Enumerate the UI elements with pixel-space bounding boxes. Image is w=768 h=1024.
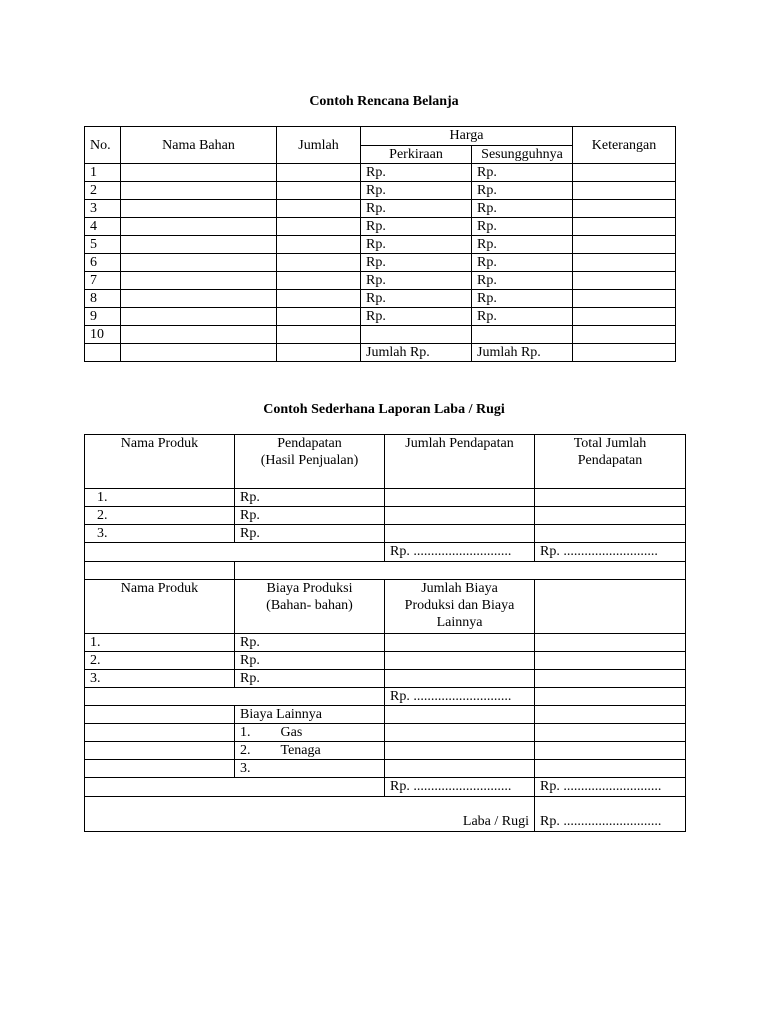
keterangan-cell — [573, 290, 676, 308]
table-row — [85, 290, 676, 308]
jumlah-cell — [277, 254, 361, 272]
jumlah-cell — [277, 290, 361, 308]
header-keterangan: Keterangan — [573, 127, 676, 164]
sec1-row-no: 3. — [85, 525, 235, 543]
table-cell — [85, 706, 235, 724]
laba-rugi-row — [85, 797, 686, 832]
table-cell — [385, 634, 535, 652]
table-cell — [85, 742, 235, 760]
sec1-sum-row — [85, 543, 686, 562]
sec1-row-no: 1. — [85, 489, 235, 507]
total-sesungguhnya: Jumlah Rp. — [472, 344, 573, 362]
header-jumlah-biaya: Jumlah Biaya Produksi dan Biaya Lainnya — [385, 580, 535, 634]
sesungguhnya-cell: Rp. — [472, 164, 573, 182]
header-total-line1: Total Jumlah — [573, 436, 647, 451]
table-row — [85, 724, 686, 742]
sesungguhnya-cell: Rp. — [472, 272, 573, 290]
table-cell — [85, 760, 235, 778]
sec2-sum-jumlah-2: Rp. ............................ — [385, 778, 535, 797]
header-perkiraan: Perkiraan — [361, 146, 472, 164]
perkiraan-cell: Rp. — [361, 272, 472, 290]
sesungguhnya-cell: Rp. — [472, 254, 573, 272]
header-harga: Harga — [361, 127, 573, 146]
table-cell — [385, 670, 535, 688]
header-jumlah: Jumlah — [277, 127, 361, 164]
table-cell — [385, 507, 535, 525]
perkiraan-cell — [361, 326, 472, 344]
keterangan-cell — [573, 308, 676, 326]
header-sesungguhnya: Sesungguhnya — [472, 146, 573, 164]
table-row — [85, 326, 676, 344]
biaya-lainnya-label: Biaya Lainnya — [235, 706, 385, 724]
rencana-total-row — [85, 344, 676, 362]
sesungguhnya-cell: Rp. — [472, 182, 573, 200]
sec1-sum-jumlah: Rp. ............................ — [385, 543, 535, 562]
row-no: 10 — [85, 326, 121, 344]
jumlah-cell — [277, 308, 361, 326]
sec2-row-rp: Rp. — [235, 652, 385, 670]
lainnya-item — [235, 742, 385, 760]
perkiraan-cell: Rp. — [361, 290, 472, 308]
row-no: 9 — [85, 308, 121, 326]
table-cell — [535, 634, 686, 652]
perkiraan-cell: Rp. — [361, 308, 472, 326]
table-row — [85, 236, 676, 254]
sec1-row-rp: Rp. — [235, 525, 385, 543]
table-row — [85, 760, 686, 778]
row-no: 4 — [85, 218, 121, 236]
header-nama-produk: Nama Produk — [85, 435, 235, 489]
sec2-sum-row-2 — [85, 778, 686, 797]
jumlah-cell — [277, 326, 361, 344]
table-row — [85, 218, 676, 236]
sec1-row-no: 2. — [85, 507, 235, 525]
nama-bahan-cell — [121, 290, 277, 308]
perkiraan-cell: Rp. — [361, 164, 472, 182]
table-cell — [535, 760, 686, 778]
table-cell — [85, 344, 121, 362]
table-cell — [535, 489, 686, 507]
lainnya-item-no: 3. — [240, 761, 251, 776]
nama-bahan-cell — [121, 272, 277, 290]
table-cell — [385, 652, 535, 670]
keterangan-cell — [573, 236, 676, 254]
table-cell — [385, 525, 535, 543]
keterangan-cell — [573, 164, 676, 182]
table-row — [85, 200, 676, 218]
perkiraan-cell: Rp. — [361, 254, 472, 272]
sesungguhnya-cell: Rp. — [472, 290, 573, 308]
sesungguhnya-cell: Rp. — [472, 218, 573, 236]
row-no: 7 — [85, 272, 121, 290]
table-cell — [85, 778, 385, 797]
keterangan-cell — [573, 182, 676, 200]
sec2-sum-jumlah: Rp. ............................ — [385, 688, 535, 706]
table-row — [85, 254, 676, 272]
lainnya-item — [235, 724, 385, 742]
keterangan-cell — [573, 326, 676, 344]
sec2-sum-total-2: Rp. ............................ — [535, 778, 686, 797]
table-cell — [535, 580, 686, 634]
table-row — [85, 670, 686, 688]
keterangan-cell — [573, 272, 676, 290]
sec2-row-no: 1. — [85, 634, 235, 652]
laba-rugi-value: Rp. ............................ — [535, 797, 686, 832]
table-cell — [535, 724, 686, 742]
table-row — [85, 489, 686, 507]
jumlah-cell — [277, 218, 361, 236]
sesungguhnya-cell: Rp. — [472, 308, 573, 326]
table-cell — [535, 670, 686, 688]
table-cell — [385, 724, 535, 742]
nama-bahan-cell — [121, 164, 277, 182]
sec2-row-no: 2. — [85, 652, 235, 670]
table-row — [85, 652, 686, 670]
row-no: 3 — [85, 200, 121, 218]
row-no: 1 — [85, 164, 121, 182]
table-cell — [235, 562, 686, 580]
laba-rugi-title: Contoh Sederhana Laporan Laba / Rugi — [263, 402, 505, 417]
table-cell — [573, 344, 676, 362]
table-row — [85, 742, 686, 760]
laba-rugi-label: Laba / Rugi — [85, 797, 535, 832]
header-jumlah-pendapatan: Jumlah Pendapatan — [385, 435, 535, 489]
table-cell — [535, 525, 686, 543]
header-nama-produk-2: Nama Produk — [85, 580, 235, 634]
nama-bahan-cell — [121, 236, 277, 254]
table-cell — [385, 489, 535, 507]
laba-rugi-table — [84, 434, 686, 832]
table-cell — [385, 706, 535, 724]
table-row — [85, 164, 676, 182]
table-row — [85, 507, 686, 525]
rencana-rows — [85, 164, 676, 344]
lainnya-item-label: Tenaga — [280, 743, 321, 758]
row-no: 5 — [85, 236, 121, 254]
table-row — [85, 706, 686, 724]
table-cell — [535, 742, 686, 760]
keterangan-cell — [573, 254, 676, 272]
table-cell — [277, 344, 361, 362]
sec1-row-rp: Rp. — [235, 489, 385, 507]
perkiraan-cell: Rp. — [361, 218, 472, 236]
table-cell — [535, 507, 686, 525]
header-total-line2: Pendapatan — [577, 453, 643, 468]
table-cell — [121, 344, 277, 362]
rencana-belanja-title: Contoh Rencana Belanja — [309, 94, 459, 109]
table-cell — [85, 562, 235, 580]
rencana-belanja-table — [84, 126, 676, 362]
lainnya-item-no: 1. — [240, 725, 251, 740]
keterangan-cell — [573, 218, 676, 236]
perkiraan-cell: Rp. — [361, 200, 472, 218]
jumlah-cell — [277, 272, 361, 290]
perkiraan-cell: Rp. — [361, 182, 472, 200]
keterangan-cell — [573, 200, 676, 218]
jumlah-cell — [277, 236, 361, 254]
row-no: 6 — [85, 254, 121, 272]
table-cell — [535, 688, 686, 706]
table-row — [85, 634, 686, 652]
sec1-sum-total: Rp. ........................... — [535, 543, 686, 562]
nama-bahan-cell — [121, 182, 277, 200]
table-row — [85, 182, 676, 200]
table-row — [85, 308, 676, 326]
sesungguhnya-cell — [472, 326, 573, 344]
header-biaya-produksi — [235, 580, 385, 634]
nama-bahan-cell — [121, 326, 277, 344]
table-cell — [385, 742, 535, 760]
nama-bahan-cell — [121, 218, 277, 236]
spacer-row — [85, 562, 686, 580]
header-pendapatan-line1: Pendapatan — [277, 436, 342, 451]
table-row — [85, 525, 686, 543]
sec2-row-rp: Rp. — [235, 634, 385, 652]
jumlah-cell — [277, 182, 361, 200]
jumlah-cell — [277, 164, 361, 182]
jumlah-cell — [277, 200, 361, 218]
nama-bahan-cell — [121, 200, 277, 218]
row-no: 8 — [85, 290, 121, 308]
sec2-row-rp: Rp. — [235, 670, 385, 688]
header-pendapatan-line2: (Hasil Penjualan) — [260, 453, 359, 468]
row-no: 2 — [85, 182, 121, 200]
nama-bahan-cell — [121, 308, 277, 326]
table-cell — [85, 543, 385, 562]
sec2-sum-row — [85, 688, 686, 706]
table-cell — [385, 760, 535, 778]
table-cell — [535, 706, 686, 724]
lainnya-item-no: 2. — [240, 743, 251, 758]
header-no: No. — [85, 127, 121, 164]
lainnya-item-label: Gas — [280, 725, 303, 740]
total-perkiraan: Jumlah Rp. — [361, 344, 472, 362]
sec1-row-rp: Rp. — [235, 507, 385, 525]
sesungguhnya-cell: Rp. — [472, 200, 573, 218]
lainnya-item — [235, 760, 385, 778]
header-biaya-line1: Biaya Produksi — [266, 581, 353, 596]
sec2-row-no: 3. — [85, 670, 235, 688]
header-biaya-line2: (Bahan- bahan) — [266, 598, 353, 613]
header-total-jumlah-pendapatan — [535, 435, 686, 489]
perkiraan-cell: Rp. — [361, 236, 472, 254]
header-nama-bahan: Nama Bahan — [121, 127, 277, 164]
table-cell — [535, 652, 686, 670]
sesungguhnya-cell: Rp. — [472, 236, 573, 254]
header-pendapatan — [235, 435, 385, 489]
table-cell — [85, 688, 385, 706]
table-cell — [85, 724, 235, 742]
table-row — [85, 272, 676, 290]
nama-bahan-cell — [121, 254, 277, 272]
